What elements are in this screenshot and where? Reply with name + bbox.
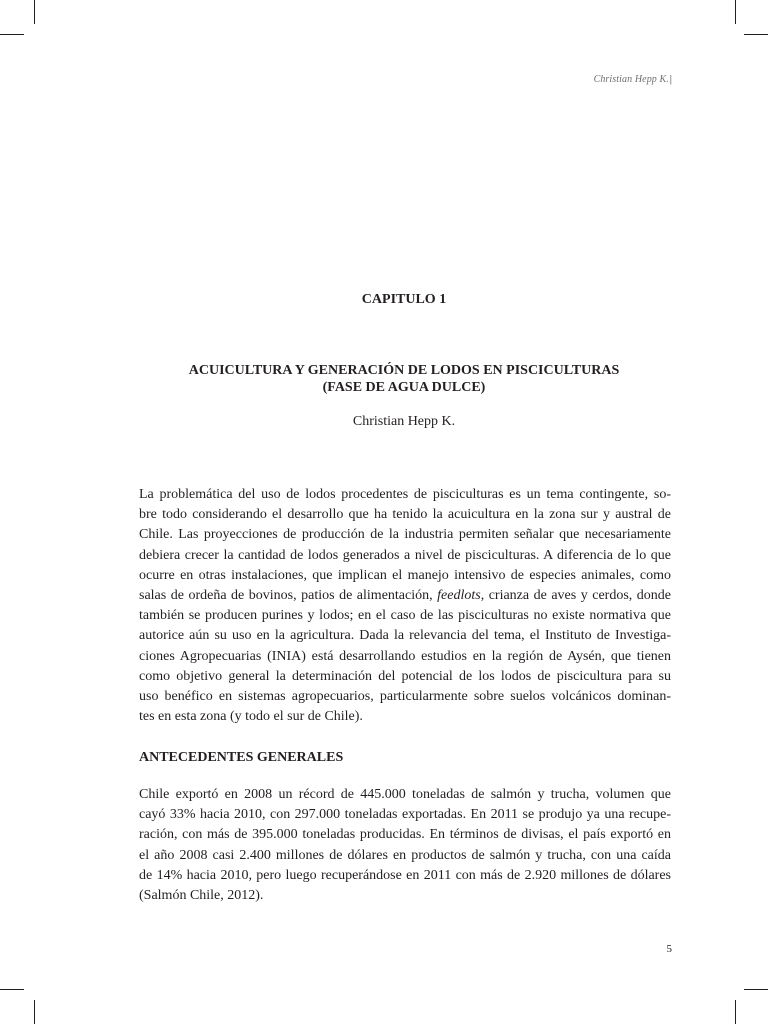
text-segment: , crianza de aves y cerdos, donde [480, 588, 672, 604]
text-line: el año 2008 casi 2.400 millones de dólares en productos de salmón y trucha, con una caída [139, 847, 671, 863]
text-line: ocurre en otras instalaciones, que implican el manejo intensivo de especies animales, como [139, 567, 671, 583]
text-line: debiera crecer la cantidad de lodos generados a nivel de pisciculturas. A diferencia de lo que [139, 547, 671, 563]
text-line: ciones Agropecuarias (INIA) está desarrollando estudios en la región de Aysén, que tienen [139, 648, 671, 664]
text-line: bre todo considerando el desarrollo que ha tenido la acuicultura en la zona sur y austral de [139, 507, 671, 523]
text-line: como objetivo general la determinación del potencial de los lodos de piscicultura para su [139, 668, 671, 684]
italic-term: feedlots [437, 588, 481, 604]
text-line: ración, con más de 395.000 toneladas producidas. En términos de divisas, el país exportó en [139, 827, 671, 843]
section-heading: ANTECEDENTES GENERALES [139, 750, 344, 765]
text-line: (Salmón Chile, 2012). [139, 888, 264, 904]
crop-mark-bottom-left [0, 989, 24, 990]
text-line [139, 586, 671, 606]
text-line: tes en esta zona (y todo el sur de Chile). [139, 709, 363, 725]
chapter-label: CAPITULO 1 [361, 292, 447, 307]
text-line: Chile exportó en 2008 un récord de 445.000 toneladas de salmón y trucha, volumen que [139, 787, 671, 802]
running-head-author: Christian Hepp K. [593, 74, 669, 85]
chapter-title-line: (FASE DE AGUA DULCE) [322, 380, 486, 395]
text-line: La problemática del uso de lodos procedentes de pisciculturas es un tema contingente, so- [139, 487, 671, 502]
section-paragraph [139, 785, 671, 906]
crop-mark-top-left [0, 34, 24, 35]
crop-mark-bottom-right [744, 989, 768, 990]
crop-mark-top-right [735, 0, 736, 24]
crop-mark-bottom-right [735, 1000, 736, 1024]
chapter-author: Christian Hepp K. [352, 414, 456, 429]
text-line: de 14% hacia 2010, pero luego recuperándose en 2011 con más de 2.920 millones de dólares [139, 867, 671, 883]
text-line: autorice aún su uso en la agricultura. Dada la relevancia del tema, el Instituto de Investiga- [139, 628, 671, 644]
running-head-bar: | [669, 74, 672, 85]
text-line: uso benéfico en sistemas agropecuarios, particularmente sobre suelos volcánicos dominan- [139, 689, 671, 705]
intro-paragraph [139, 485, 671, 727]
text-line: Chile. Las proyecciones de producción de la industria permiten señalar que necesariamente [139, 527, 671, 543]
chapter-title [0, 362, 768, 396]
page-number: 5 [666, 943, 672, 955]
crop-mark-bottom-left [34, 1000, 35, 1024]
crop-mark-top-left [34, 0, 35, 24]
crop-mark-top-right [744, 34, 768, 35]
text-line: también se producen purines y lodos; en el caso de las pisciculturas no existe normativa que [139, 608, 671, 624]
text-line: cayó 33% hacia 2010, con 297.000 toneladas exportadas. En 2011 se produjo ya una recupe- [139, 807, 671, 823]
chapter-title-line: ACUICULTURA Y GENERACIÓN DE LODOS EN PISCICULTURAS [188, 363, 620, 378]
text-segment: salas de ordeña de bovinos, patios de alimentación, [139, 588, 433, 604]
running-head [594, 74, 672, 85]
